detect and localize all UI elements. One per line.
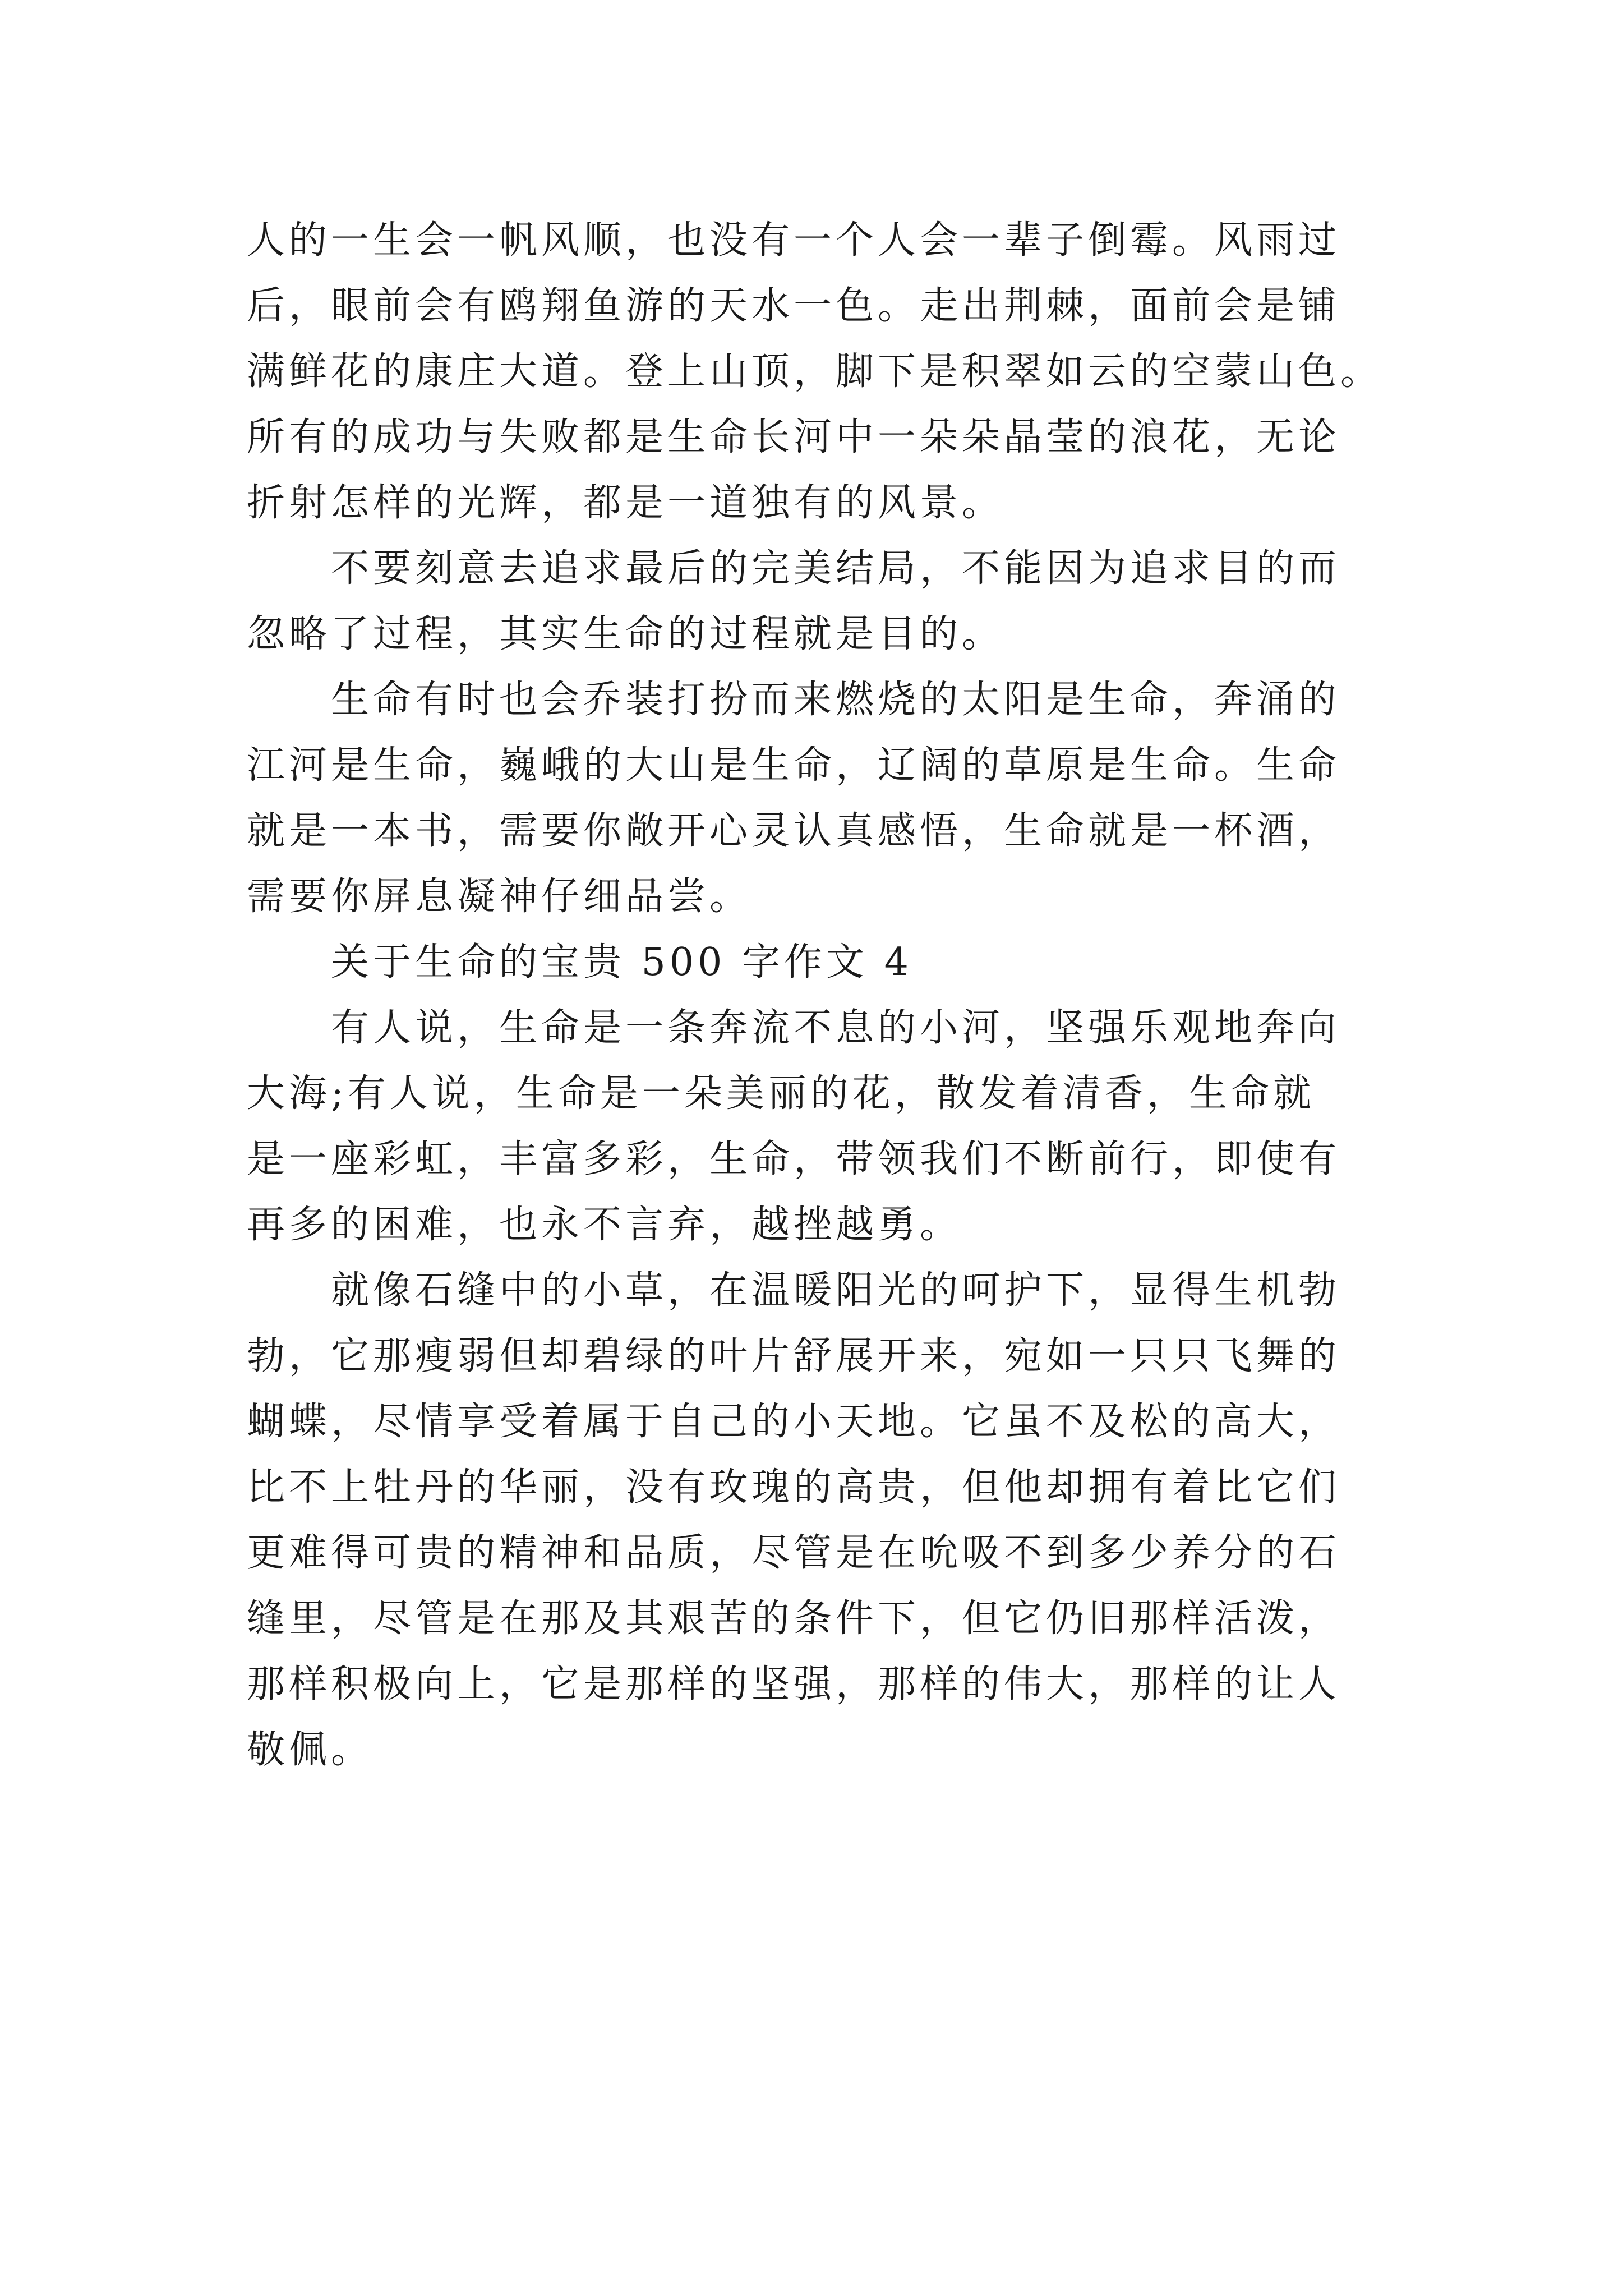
text-line: 就像石缝中的小草，在温暖阳光的呵护下，显得生机勃 <box>247 1268 1341 1313</box>
text-line: 缝里，尽管是在那及其艰苦的条件下，但它仍旧那样活泼， <box>247 1596 1341 1641</box>
text-line: 就是一本书，需要你敞开心灵认真感悟，生命就是一杯酒， <box>247 809 1341 853</box>
text-line: 满鲜花的康庄大道。登上山顶，脚下是积翠如云的空蒙山色。 <box>247 349 1383 394</box>
text-line: 那样积极向上，它是那样的坚强，那样的伟大，那样的让人 <box>247 1662 1341 1706</box>
text-line: 所有的成功与失败都是生命长河中一朵朵晶莹的浪花，无论 <box>247 415 1341 459</box>
text-line: 更难得可贵的精神和品质，尽管是在吮吸不到多少养分的石 <box>247 1531 1341 1575</box>
section-heading: 关于生命的宝贵 500 字作文 4 <box>247 940 912 984</box>
text-line: 大海;有人说，生命是一朵美丽的花，散发着清香，生命就 <box>247 1071 1315 1116</box>
text-line: 蝴蝶，尽情享受着属于自己的小天地。它虽不及松的高大， <box>247 1400 1341 1444</box>
text-line: 折射怎样的光辉，都是一道独有的风景。 <box>247 481 1004 525</box>
text-line: 忽略了过程，其实生命的过程就是目的。 <box>247 612 1004 656</box>
text-line: 再多的困难，也永不言弃，越挫越勇。 <box>247 1203 962 1247</box>
text-line: 江河是生命，巍峨的大山是生命，辽阔的草原是生命。生命 <box>247 743 1341 788</box>
text-line: 勃，它那瘦弱但却碧绿的叶片舒展开来，宛如一只只飞舞的 <box>247 1334 1341 1378</box>
text-line: 生命有时也会乔装打扮而来燃烧的太阳是生命，奔涌的 <box>247 678 1341 722</box>
text-line: 后，眼前会有鸥翔鱼游的天水一色。走出荆棘，面前会是铺 <box>247 284 1341 328</box>
text-line: 比不上牡丹的华丽，没有玫瑰的高贵，但他却拥有着比它们 <box>247 1465 1341 1510</box>
text-line: 是一座彩虹，丰富多彩，生命，带领我们不断前行，即使有 <box>247 1137 1341 1181</box>
text-line: 不要刻意去追求最后的完美结局，不能因为追求目的而 <box>247 546 1341 591</box>
text-line: 有人说，生命是一条奔流不息的小河，坚强乐观地奔向 <box>247 1006 1341 1050</box>
text-line: 需要你屏息凝神仔细品尝。 <box>247 875 752 919</box>
text-line: 人的一生会一帆风顺，也没有一个人会一辈子倒霉。风雨过 <box>247 218 1341 263</box>
document-body <box>247 208 1391 1783</box>
text-line: 敬佩。 <box>247 1728 374 1772</box>
